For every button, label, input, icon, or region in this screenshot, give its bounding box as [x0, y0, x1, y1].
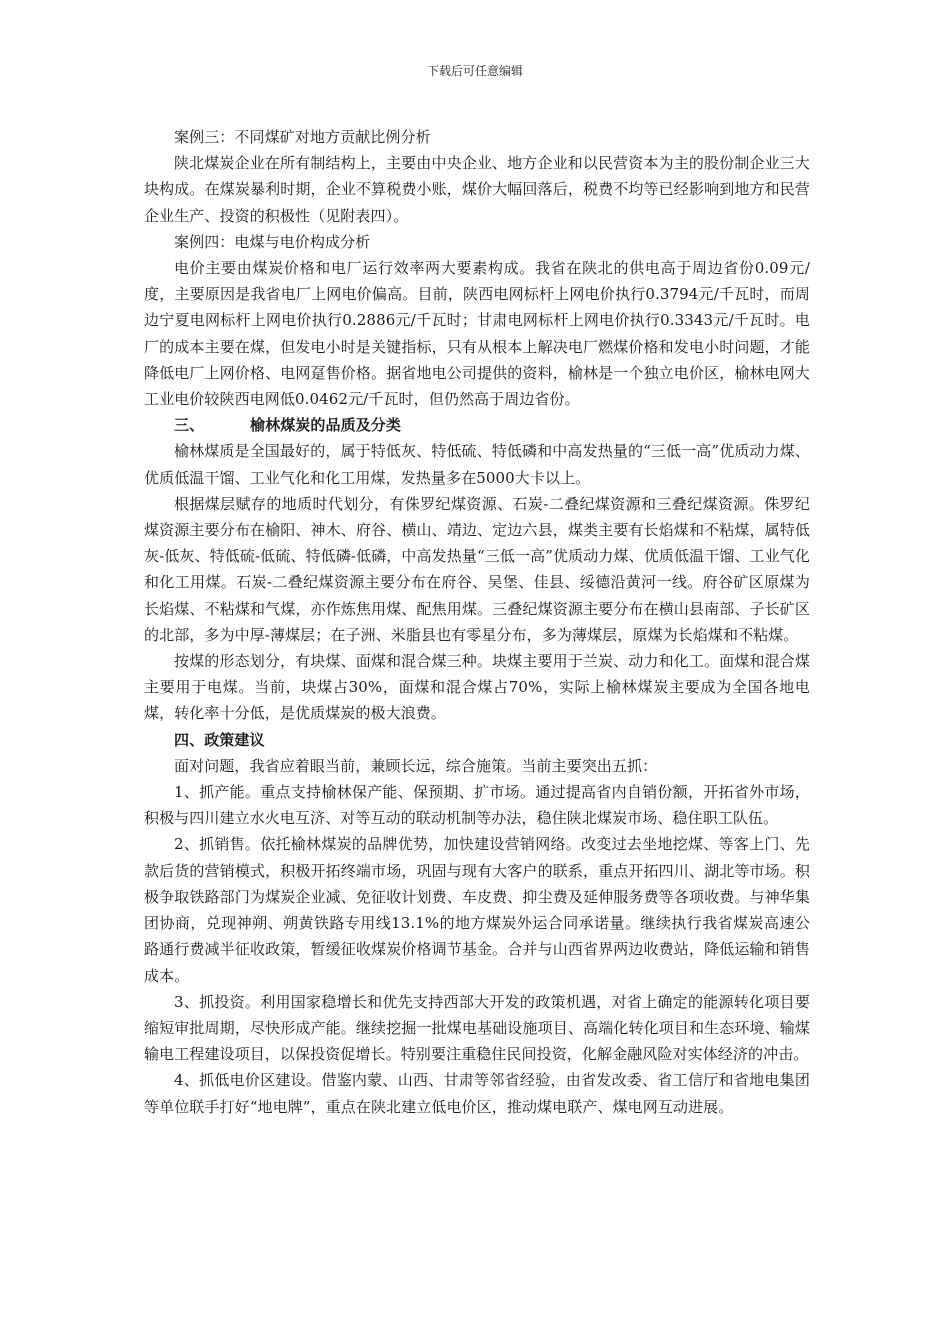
document-body — [144, 124, 810, 1120]
section-heading-policy: 四、政策建议 — [174, 730, 265, 749]
paragraph-coal-form: 按煤的形态划分，有块煤、面煤和混合煤三种。块煤主要用于兰炭、动力和化工。面煤和混合煤主要用于电煤。当前，块煤占30%，面煤和混合煤占70%，实际上榆林煤炭主要成为全国各地电煤，转化率十分低，是优质煤炭的极大浪费。 — [144, 652, 810, 723]
paragraph-policy-low-price-zone: 4、抓低电价区建设。借鉴内蒙、山西、甘肃等邻省经验，由省发改委、省工信厅和省地电集团等单位联手打好“地电牌”，重点在陕北建立低电价区，推动煤电联产、煤电网互动进展。 — [144, 1071, 810, 1116]
paragraph-policy-investment: 3、抓投资。利用国家稳增长和优先支持西部大开发的政策机遇，对省上确定的能源转化项目要缩短审批周期，尽快形成产能。继续挖掘一批煤电基础设施项目、高端化转化项目和生态环境、输煤输电工程建设项目，以保投资促增长。特别要注重稳住民间投资，化解金融风险对实体经济的冲击。 — [144, 992, 810, 1064]
paragraph-policy-sales: 2、抓销售。依托榆林煤炭的品牌优势，加快建设营销网络。改变过去坐地挖煤、等客上门、先款后货的营销模式，积极开拓终端市场，巩固与现有大客户的联系，重点开拓四川、湖北等市场。积极争取铁路部门为煤炭企业减、免征收计划费、车皮费、抑尘费及延伸服务费等各项收费。与神华集团协商，兑现神朔、朔黄铁路专用线13.1%的地方煤炭外运合同承诺量。继续执行我省煤炭高速公路通行费减半征收政策，暂缓征收煤炭价格调节基金。合并与山西省界两边收费站，降低运输和销售成本。 — [144, 835, 810, 985]
paragraph-policy-intro: 面对问题，我省应着眼当前，兼顾长远，综合施策。当前主要突出五抓： — [174, 756, 658, 775]
paragraph-geological-era: 根据煤层赋存的地质时代划分，有侏罗纪煤资源、石炭-二叠纪煤资源和三叠纪煤资源。侏罗纪煤资源主要分布在榆阳、神木、府谷、横山、靖边、定边六县，煤类主要有长焰煤和不粘煤，属特低灰-低灰、特低硫-低硫、特低磷-低磷，中高发热量“三低一高”优质动力煤、优质低温干馏、工业气化和化工用煤。石炭-二叠纪煤资源主要分布在府谷、吴堡、佳县、绥德沿黄河一线。府谷矿区原煤为长焰煤、不粘煤和气煤，亦作炼焦用煤、配焦用煤。三叠纪煤资源主要分布在横山县南部、子长矿区的北部，多为中厚-薄煤层；在子洲、米脂县也有零星分布，多为薄煤层，原煤为长焰煤和不粘煤。 — [144, 494, 810, 644]
paragraph-electricity-price: 电价主要由煤炭价格和电厂运行效率两大要素构成。我省在陕北的供电高于周边省份0.09元/度，主要原因是我省电厂上网电价偏高。目前，陕西电网标杆上网电价执行0.3794元/千瓦时，而周边宁夏电网标杆上网电价执行0.2886元/千瓦时；甘肃电网标杆上网电价执行0.3343元/千瓦时。电厂的成本主要在煤，但发电小时是关键指标，只有从根本上解决电厂燃煤价格和发电小时问题，才能降低电厂上网价格、电网趸售价格。据省地电公司提供的资料，榆林是一个独立电价区，榆林电网大工业电价较陕西电网低0.0462元/千瓦时，但仍然高于周边省份。 — [144, 259, 810, 409]
section-title: 榆林煤炭的品质及分类 — [250, 416, 402, 435]
paragraph-ownership-structure: 陕北煤炭企业在所有制结构上，主要由中央企业、地方企业和以民营资本为主的股份制企业三大块构成。在煤炭暴利时期，企业不算税费小账，煤价大幅回落后，税费不均等已经影响到地方和民营企业生产、投资的积极性（见附表四）。 — [144, 154, 810, 225]
paragraph-policy-capacity: 1、抓产能。重点支持榆林保产能、保预期、扩市场。通过提高省内自销份额，开拓省外市场，积极与四川建立水火电互济、对等互动的联动机制等办法，稳住陕北煤炭市场、稳住职工队伍。 — [144, 783, 810, 828]
page-header: 下载后可任意编辑 — [426, 64, 523, 78]
paragraph-case-three-title: 案例三：不同煤矿对地方贡献比例分析 — [174, 128, 431, 146]
paragraph-case-four-title: 案例四：电煤与电价构成分析 — [174, 232, 371, 251]
section-heading-coal-quality — [144, 412, 810, 438]
paragraph-coal-quality: 榆林煤质是全国最好的，属于特低灰、特低硫、特低磷和中高发热量的“三低一高”优质动力煤、优质低温干馏、工业气化和化工用煤，发热量多在5000大卡以上。 — [144, 442, 810, 487]
section-number: 三、 — [174, 416, 205, 435]
